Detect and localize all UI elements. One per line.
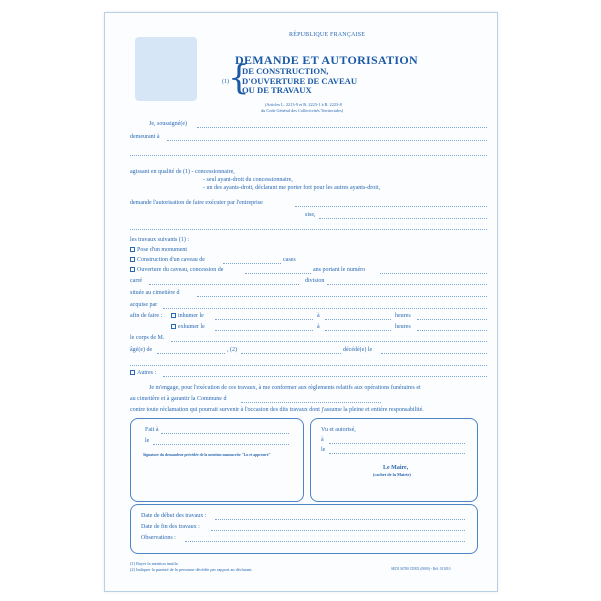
fait-label: Fait à <box>145 427 159 433</box>
commune-field[interactable] <box>241 402 381 403</box>
authorization-place-field[interactable] <box>329 443 465 444</box>
age-label: âgé(e) de <box>130 347 153 353</box>
inhumer-checkbox[interactable]: inhumer le <box>171 313 204 320</box>
engagement-line-3: contre toute réclamation qui pourrait survenir à l'occasion des dits travaux dont j'assume la pleine et entière responsabilité. <box>130 407 424 413</box>
sise-field-2[interactable] <box>130 229 487 230</box>
ouverture-checkbox[interactable]: Ouverture du caveau, concession de <box>130 267 223 274</box>
end-date-label: Date de fin des travaux : <box>141 524 200 530</box>
soussigne-label: Je, soussigné(e) <box>149 121 187 127</box>
start-date-field[interactable] <box>215 519 465 520</box>
title-line-2: D'OUVERTURE DE CAVEAU <box>242 75 358 86</box>
inhumer-heures-label: heures <box>395 313 411 319</box>
afin-label: afin de faire : <box>130 313 163 319</box>
footnote-1: (1) Rayer la mention inutile. <box>130 561 179 566</box>
footnote-2: (2) Indiquer la parenté de la personne décédée par rapport au déclarant. <box>130 567 253 572</box>
title-line-1: DE CONSTRUCTION, <box>242 66 329 76</box>
ans-label: ans portant le numéro <box>313 267 366 273</box>
decede-field[interactable] <box>381 353 487 354</box>
age-field[interactable] <box>157 353 225 354</box>
republic-label: RÉPUBLIQUE FRANÇAISE <box>289 32 366 38</box>
demeurant-label: demeurant à <box>130 134 160 140</box>
signature-date-label: le <box>145 438 150 444</box>
code-ref: du Code Général des Collectivités Territoriales) <box>261 108 344 113</box>
exhumer-place-field[interactable] <box>325 330 391 331</box>
address-field-2[interactable] <box>130 155 487 156</box>
parente-field[interactable] <box>241 353 341 354</box>
stamp-placeholder <box>135 37 197 101</box>
travaux-label: les travaux suivants (1) : <box>130 237 189 243</box>
inhumer-a-label: à <box>317 313 320 319</box>
pose-checkbox[interactable]: Pose d'un monument <box>130 247 187 254</box>
option-ayants-droit: - un des ayants-droit, déclarant me porter fort pour les autres ayants-droit, <box>203 185 381 191</box>
exhumer-date-field[interactable] <box>215 330 313 331</box>
division-label: division <box>305 278 325 284</box>
autres-field[interactable] <box>163 376 487 377</box>
exhumer-heures-label: heures <box>395 324 411 330</box>
exhumer-a-label: à <box>317 324 320 330</box>
mayor-authorization-box <box>310 418 478 502</box>
observations-label: Observations : <box>141 535 176 541</box>
page-title: DEMANDE ET AUTORISATION <box>235 53 418 67</box>
observations-field[interactable] <box>185 541 465 542</box>
title-line-3: OU DE TRAVAUX <box>242 85 312 95</box>
corps-field[interactable] <box>171 341 487 342</box>
title-note: (1) <box>222 79 229 85</box>
corps-label: le corps de M. <box>130 335 165 341</box>
vu-label: Vu et autorisé, <box>321 427 356 433</box>
cimetiere-field[interactable] <box>197 296 487 297</box>
start-date-label: Date de début des travaux : <box>141 513 207 519</box>
entreprise-field[interactable] <box>295 206 487 207</box>
sise-label: sise, <box>305 212 316 218</box>
carre-label: carré <box>130 278 142 284</box>
authorization-place-label: à <box>321 437 324 443</box>
numero-field[interactable] <box>380 273 487 274</box>
end-date-field[interactable] <box>211 530 465 531</box>
reference-code: SEDI 36780 CERX (0000) - Réf. 011010 <box>391 567 451 571</box>
form-sheet <box>104 12 498 592</box>
engagement-line-2: au cimetière et à garantir la Commune d <box>130 396 227 402</box>
inhumer-place-field[interactable] <box>325 319 391 320</box>
maire-label: Le Maire, <box>383 465 409 471</box>
brace-icon: { <box>228 58 250 98</box>
division-field[interactable] <box>327 284 487 285</box>
acquise-field[interactable] <box>163 308 487 309</box>
demande-label: demande l'autorisation de faire exécuter par l'entreprise <box>130 200 263 206</box>
cachet-label: (cachet de la Mairie) <box>373 472 411 477</box>
inhumer-date-field[interactable] <box>215 319 313 320</box>
concession-years-field[interactable] <box>245 273 311 274</box>
sise-field[interactable] <box>319 218 487 219</box>
carre-field[interactable] <box>149 284 299 285</box>
acquise-label: acquise par <box>130 302 158 308</box>
soussigne-field[interactable] <box>197 127 487 128</box>
exhumer-time-field[interactable] <box>417 330 487 331</box>
work-dates-box <box>130 504 478 554</box>
autres-checkbox[interactable]: Autres : <box>130 370 156 377</box>
agissant-label: agissant en qualité de (1) - concessionnaire, <box>130 169 235 175</box>
demeurant-field[interactable] <box>167 140 487 141</box>
cases-label: cases <box>283 257 296 263</box>
cimetiere-label: située au cimetière d <box>130 290 180 296</box>
authorization-date-label: le <box>321 447 326 453</box>
decede-label: décédé(e) le <box>343 347 373 353</box>
exhumer-checkbox[interactable]: exhumer le <box>171 324 205 331</box>
authorization-date-field[interactable] <box>329 453 465 454</box>
parente-label: , (2) <box>227 347 237 353</box>
applicant-signature-box <box>130 418 304 502</box>
engagement-line-1: Je m'engage, pour l'exécution de ces travaux, à me conformer aux règlements relatifs aux opérations funéraires et <box>149 385 421 391</box>
signature-note: Signature du demandeur précédée de la mention manuscrite "Lu et approuvé" <box>143 453 271 457</box>
option-ayant-droit: - seul ayant-droit du concessionnaire, <box>203 177 293 183</box>
fait-field[interactable] <box>161 433 289 434</box>
construction-checkbox[interactable]: Construction d'un caveau de <box>130 257 205 264</box>
cases-count-field[interactable] <box>223 263 281 264</box>
articles-ref: (Articles L. 2213-9 et R. 2223-1 à R. 2223-8 <box>265 102 342 107</box>
extra-line-1[interactable] <box>130 365 487 366</box>
signature-date-field[interactable] <box>153 444 289 445</box>
inhumer-time-field[interactable] <box>417 319 487 320</box>
